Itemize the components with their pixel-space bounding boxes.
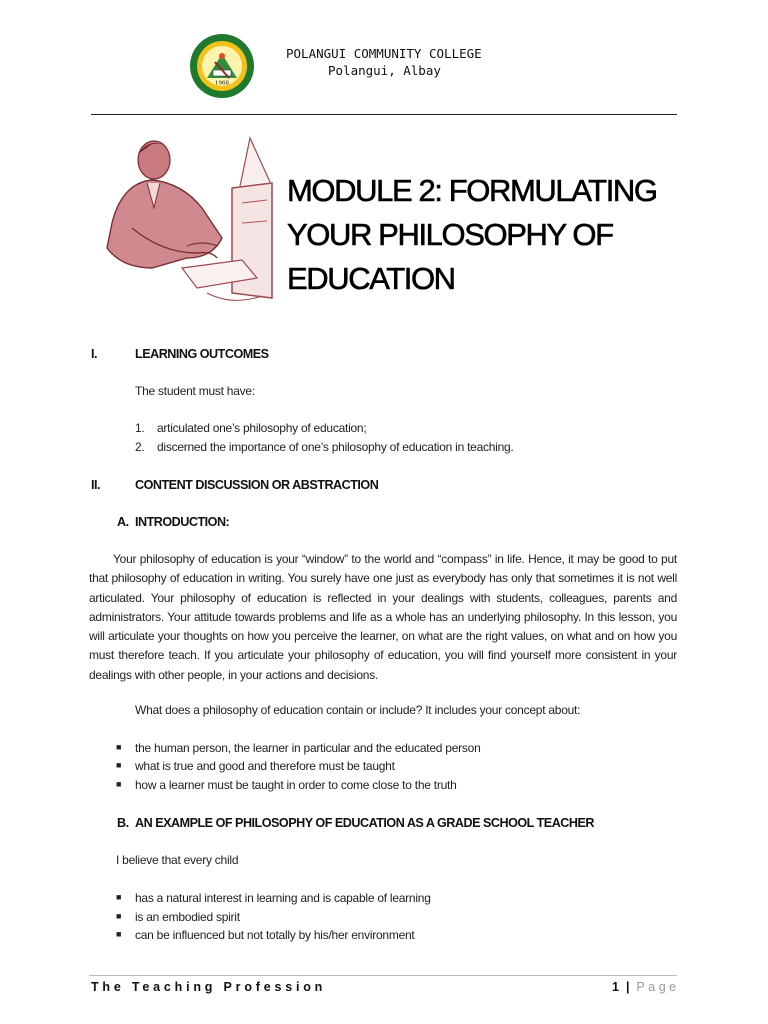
- bullet-icon: ■: [116, 892, 122, 902]
- subsection-a-heading: INTRODUCTION:: [135, 515, 230, 529]
- subsection-b-heading: AN EXAMPLE OF PHILOSOPHY OF EDUCATION AS A GRADE SCHOOL TEACHER: [135, 816, 594, 830]
- module-title-line-1: MODULE 2: FORMULATING: [287, 173, 657, 208]
- seal-year: 1968: [215, 80, 229, 87]
- page-separator: |: [625, 980, 631, 994]
- footer-page-indicator: [612, 980, 680, 994]
- module-title: [287, 169, 687, 301]
- belief-intro: I believe that every child: [116, 853, 239, 867]
- bullet-icon: ■: [116, 742, 122, 752]
- bullet-icon: ■: [116, 760, 122, 770]
- college-header: [286, 45, 482, 79]
- college-location: Polangui, Albay: [328, 63, 441, 78]
- college-seal-logo: [189, 32, 255, 100]
- header-divider: [91, 114, 677, 115]
- outcome-item: [135, 440, 655, 454]
- list-item-text: the human person, the learner in particular and the educated person: [135, 741, 481, 755]
- list-item-text: has a natural interest in learning and is capable of learning: [135, 891, 431, 905]
- outcome-number: 2.: [135, 440, 145, 454]
- introduction-paragraph: Your philosophy of education is your “window” to the world and “compass” in life. Hence, it may be good to put that philosophy of education in writing. You surely have one just as everybody has only that sometimes it is not well articulated. Your philosophy of education is reflected in your dealings with students, colleagues, parents and administrators. Your attitude towards problems and life as a whole has an underlying philosophy. In this lesson, you will articulate your thoughts on how you perceive the learner, on what are the right values, on what and on how you must therefore teach. If you articulate your philosophy of education, you will find yourself more consistent in your dealings with other people, in your actions and decisions.: [89, 552, 677, 682]
- outcomes-intro: The student must have:: [135, 384, 255, 398]
- section-1-heading: LEARNING OUTCOMES: [135, 347, 269, 361]
- man-at-computer-illustration: [92, 128, 282, 308]
- bullet-icon: ■: [116, 911, 122, 921]
- list-item: [116, 891, 656, 905]
- list-item-text: how a learner must be taught in order to come close to the truth: [135, 778, 457, 792]
- outcome-number: 1.: [135, 421, 145, 435]
- list-item-text: is an embodied spirit: [135, 910, 240, 924]
- section-2-heading: CONTENT DISCUSSION OR ABSTRACTION: [135, 478, 379, 492]
- bullet-icon: ■: [116, 929, 122, 939]
- module-title-line-2: YOUR PHILOSOPHY OF: [287, 217, 613, 252]
- outcome-item: [135, 421, 655, 435]
- list-item-text: can be influenced but not totally by his/her environment: [135, 928, 415, 942]
- module-title-line-3: EDUCATION: [287, 261, 455, 296]
- bullet-icon: ■: [116, 779, 122, 789]
- list-item: [116, 928, 656, 942]
- list-item: [116, 778, 656, 792]
- list-item: [116, 759, 656, 773]
- subsection-a-label: A.: [117, 515, 129, 529]
- footer-course-title: The Teaching Profession: [91, 980, 327, 994]
- outcome-text: articulated one’s philosophy of education;: [157, 421, 367, 435]
- list-item-text: what is true and good and therefore must be taught: [135, 759, 395, 773]
- footer-divider: [89, 975, 677, 976]
- section-2-number: II.: [91, 478, 100, 492]
- outcome-text: discerned the importance of one’s philosophy of education in teaching.: [157, 440, 514, 454]
- philosophy-question: What does a philosophy of education contain or include? It includes your concept about:: [135, 703, 581, 717]
- page-word: Page: [636, 980, 680, 994]
- section-1-number: I.: [91, 347, 97, 361]
- subsection-b-label: B.: [117, 816, 129, 830]
- list-item: [116, 910, 656, 924]
- college-name: POLANGUI COMMUNITY COLLEGE: [286, 46, 482, 61]
- page-number: 1: [612, 980, 620, 994]
- list-item: [116, 741, 656, 755]
